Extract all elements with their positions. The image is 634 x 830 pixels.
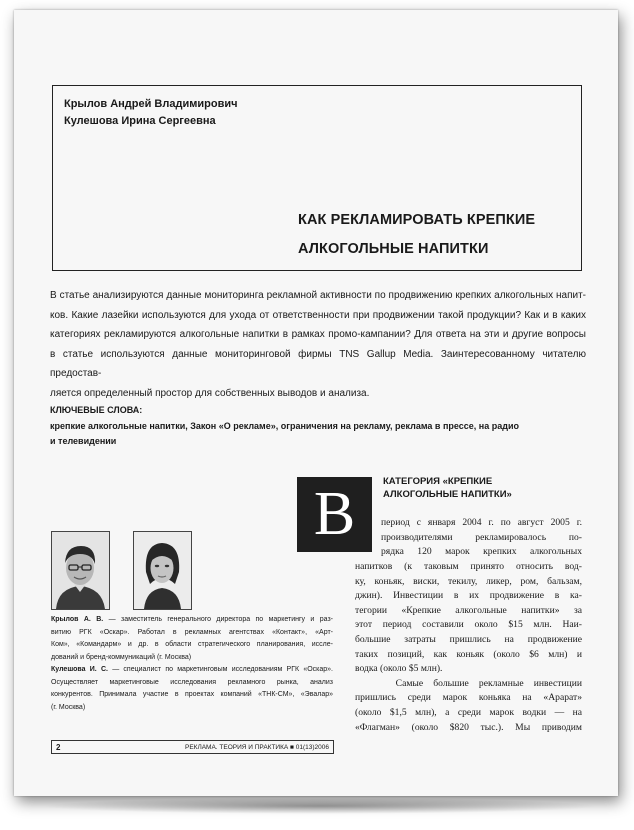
keywords-line: крепкие алкогольные напитки, Закон «О рекламе», ограничения на рекламу, реклама в прессе, на радио — [50, 421, 519, 431]
bio-text: — специалист по маркетинговым исследованиям РГК «Оскар». — [107, 666, 333, 673]
bio-line: витию РГК «Оскар». Работал в рекламных агентствах «Контакт», «Арт- — [51, 628, 333, 636]
bio-kuleshova — [51, 664, 333, 714]
keywords-heading: КЛЮЧЕВЫЕ СЛОВА: — [50, 405, 143, 415]
section-heading — [383, 476, 512, 501]
author-1: Крылов Андрей Владимирович — [64, 98, 238, 110]
page-footer — [51, 740, 334, 754]
body-line: джин). Инвестиции в их продвижение в ка- — [355, 590, 582, 602]
title-line-1: КАК РЕКЛАМИРОВАТЬ КРЕПКИЕ — [298, 212, 536, 228]
body-line: производителями рекламировалось по- — [381, 531, 582, 543]
bio-line: дований и бренд-коммуникаций (г. Москва) — [51, 653, 192, 661]
page-number: 2 — [56, 742, 61, 752]
title-line-2: АЛКОГОЛЬНЫЕ НАПИТКИ — [298, 241, 489, 257]
body-line: этот период составили около $15 млн. Наи- — [355, 619, 582, 631]
bio-krylov — [51, 614, 333, 664]
keywords-text — [50, 419, 530, 448]
bio-line: конкурентов. Принимала участие в проектах компаний «ТНК-СМ», «Эвалар» — [51, 691, 333, 698]
body-line: «Флагман» (около $820 тыс.). Мы приводим — [355, 721, 582, 733]
author-photo-krylov — [51, 531, 110, 610]
abstract-line: В статье анализируются данные мониторинга рекламной активности по продвижению крепких алкогольных напит- — [50, 290, 586, 301]
section-heading-line: АЛКОГОЛЬНЫЕ НАПИТКИ» — [383, 488, 512, 500]
abstract-line: в статье используются данные мониторинговой фирмы TNS Gallup Media. Заинтересованному читателю предостав- — [50, 348, 586, 380]
body-line: пришлись среди марок коньяка на «Арарат» — [355, 692, 582, 704]
body-line: тегории «Крепкие алкогольные напитки» за — [355, 604, 582, 616]
bio-line — [51, 614, 333, 627]
bio-line: Ком», «Командарм» и др. в области стратегического планирования, иссле- — [51, 641, 333, 648]
body-text-first — [381, 516, 582, 560]
section-heading-line: КАТЕГОРИЯ «КРЕПКИЕ — [383, 476, 493, 487]
body-line: (около $1,5 млн), а среди марок водки — на — [355, 706, 582, 718]
body-line: таких позиций, как коньяк (около $6 млн) и — [355, 648, 582, 660]
body-line: напитков (к таковым принято относить вод- — [355, 561, 582, 572]
bio-line — [51, 664, 333, 677]
portrait-woman-icon — [134, 532, 191, 609]
bio-text: — заместитель генерального директора по маркетингу и раз- — [103, 616, 333, 623]
abstract-line: категориях рекламируются алкогольные напитки в рамках промо-кампании? Для ответа на эти и другие вопросы — [50, 329, 586, 341]
author-photo-kuleshova — [133, 531, 192, 610]
bio-name: Кулешова И. С. — [51, 666, 108, 673]
author-2: Кулешова Ирина Сергеевна — [64, 115, 216, 127]
body-line: рядка 120 марок крепких алкогольных — [381, 546, 582, 558]
keywords-line: и телевидении — [50, 435, 117, 446]
page-shadow — [40, 798, 600, 814]
body-text — [355, 560, 582, 735]
journal-name: РЕКЛАМА. ТЕОРИЯ И ПРАКТИКА ■ 01(13)2006 — [184, 743, 329, 751]
bio-line: Осуществляет маркетинговые исследования рекламного рынка, анализ — [51, 678, 333, 686]
body-line: ку, коньяк, виски, текилу, ликер, ром, бальзам, — [355, 575, 582, 587]
dropcap: В — [297, 477, 372, 552]
portrait-man-icon — [52, 532, 109, 609]
body-line: период с января 2004 г. по август 2005 г. — [381, 517, 582, 528]
body-line: большие затраты пришлись на продвижение — [355, 633, 582, 645]
author-bios — [51, 614, 333, 714]
body-line: Самые большие рекламные инвестиции — [355, 677, 582, 689]
authors — [64, 96, 237, 130]
body-line: водка (около $5 млн). — [355, 663, 443, 675]
abstract-line: ляется определенный простор для собственных выводов и анализа. — [50, 387, 370, 399]
bio-line: (г. Москва) — [51, 703, 86, 711]
abstract — [50, 286, 586, 404]
article-title — [298, 206, 535, 264]
abstract-line: ков. Какие лазейки используются для ухода от ответственности при продвижении такой продукции? Как и в каких — [50, 309, 586, 321]
bio-name: Крылов А. В. — [51, 616, 104, 623]
